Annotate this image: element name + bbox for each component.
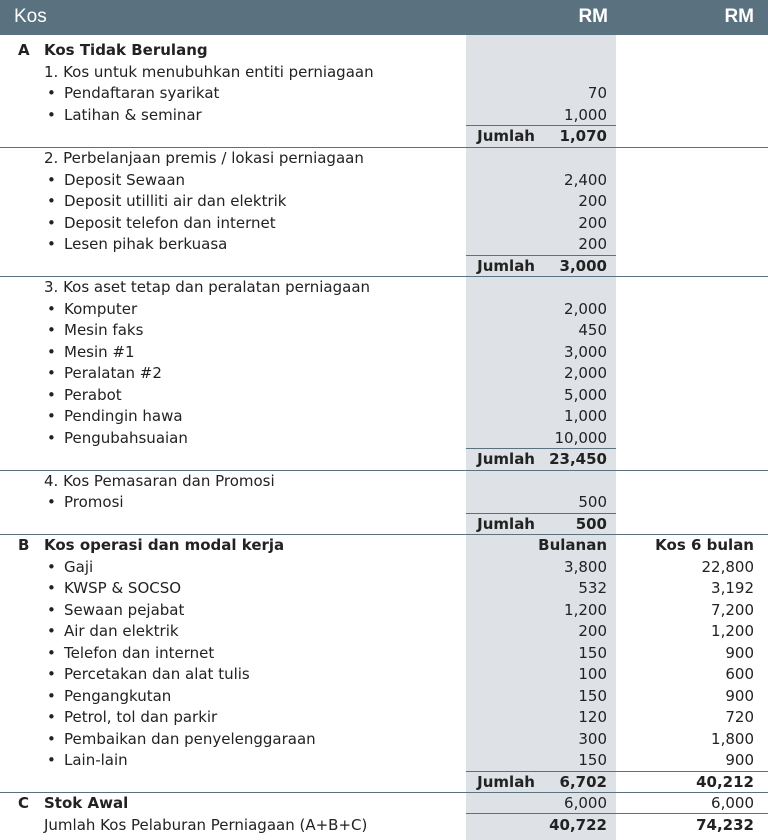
list-item (0, 104, 768, 126)
bullet-icon: • (47, 751, 56, 769)
item-label: Petrol, tol dan parkir (64, 708, 218, 726)
group-title-text: 2. Perbelanjaan premis / lokasi perniagaan (44, 149, 364, 167)
item-six-month: 900 (725, 751, 754, 769)
bullet-icon: • (47, 579, 56, 597)
item-monthly: 100 (578, 665, 607, 683)
list-item (0, 405, 768, 427)
item-label: Deposit Sewaan (64, 170, 186, 189)
grand-total-label: Jumlah Kos Pelaburan Perniagaan (A+B+C) (44, 815, 368, 834)
header-kos: Kos (14, 6, 47, 27)
group-title (0, 470, 768, 492)
item-monthly: 150 (578, 686, 607, 705)
group-title (0, 147, 768, 169)
grand-total-value-1: 40,722 (549, 815, 607, 834)
item-value: 2,400 (564, 170, 607, 189)
item-value: 2,000 (564, 364, 607, 382)
list-item (0, 427, 768, 449)
item-six-month: 1,800 (711, 729, 754, 748)
item-six-month: 720 (725, 708, 754, 726)
bullet-icon: • (47, 385, 56, 404)
section-letter: B (18, 536, 30, 554)
item-six-month: 3,192 (711, 579, 754, 597)
bullet-icon: • (47, 686, 56, 705)
total-value: 1,070 (559, 127, 607, 145)
item-label: Lain-lain (64, 751, 128, 769)
list-item (0, 663, 768, 685)
item-monthly: 120 (578, 708, 607, 726)
jumlah-label: Jumlah (477, 772, 535, 791)
list-item (0, 620, 768, 642)
item-six-month: 1,200 (711, 622, 754, 640)
item-value: 3,000 (564, 342, 607, 361)
item-six-month: 900 (725, 643, 754, 662)
section-letter: C (18, 794, 30, 812)
bullet-icon: • (47, 321, 56, 339)
list-item (0, 749, 768, 771)
item-label: Pendaftaran syarikat (64, 84, 220, 102)
item-monthly: 200 (578, 622, 607, 640)
list-item (0, 362, 768, 384)
jumlah-label: Jumlah (477, 127, 535, 145)
item-label: Pengangkutan (64, 686, 172, 705)
bullet-icon: • (47, 557, 56, 576)
group-title (0, 276, 768, 298)
item-value: 10,000 (554, 428, 607, 447)
list-item (0, 491, 768, 513)
item-monthly: 150 (578, 643, 607, 662)
section-title: Kos operasi dan modal kerja (44, 536, 285, 554)
group-title-text: 3. Kos aset tetap dan peralatan perniagaan (44, 278, 371, 296)
item-six-month: 600 (725, 665, 754, 683)
stok-value-1: 6,000 (564, 794, 607, 812)
header-rm-2: RM (724, 6, 754, 27)
item-label: Lesen pihak berkuasa (64, 235, 228, 253)
bullet-icon: • (47, 213, 56, 232)
list-item (0, 190, 768, 212)
column-header-bulanan: Bulanan (538, 536, 607, 554)
bullet-icon: • (47, 235, 56, 253)
item-label: Peralatan #2 (64, 364, 162, 382)
group-total-row (0, 448, 768, 470)
jumlah-label: Jumlah (477, 514, 535, 533)
item-label: KWSP & SOCSO (64, 579, 182, 597)
section-title: Kos Tidak Berulang (44, 41, 208, 59)
list-item (0, 599, 768, 621)
bullet-icon: • (47, 299, 56, 318)
group-title (0, 61, 768, 83)
bullet-icon: • (47, 84, 56, 102)
item-label: Perabot (64, 385, 122, 404)
item-label: Latihan & seminar (64, 105, 202, 124)
total-monthly: 6,702 (559, 772, 607, 791)
header-rm-1: RM (578, 6, 608, 27)
item-label: Komputer (64, 299, 138, 318)
column-header-kos-6-bulan: Kos 6 bulan (655, 536, 754, 554)
group-total-row (0, 255, 768, 277)
list-item (0, 685, 768, 707)
list-item (0, 384, 768, 406)
section-c-heading (0, 792, 768, 814)
table-header (0, 0, 768, 35)
group-title-text: 4. Kos Pemasaran dan Promosi (44, 471, 275, 490)
bullet-icon: • (47, 708, 56, 726)
item-value: 70 (587, 84, 607, 102)
item-value: 2,000 (564, 299, 607, 318)
item-label: Air dan elektrik (64, 622, 179, 640)
bullet-icon: • (47, 407, 56, 425)
jumlah-label: Jumlah (477, 256, 535, 275)
item-monthly: 300 (578, 729, 607, 748)
list-item (0, 212, 768, 234)
list-item (0, 577, 768, 599)
list-item (0, 319, 768, 341)
item-value: 200 (578, 192, 607, 210)
total-value: 500 (575, 514, 607, 533)
bullet-icon: • (47, 192, 56, 210)
item-six-month: 7,200 (711, 600, 754, 619)
bullet-icon: • (47, 729, 56, 748)
bullet-icon: • (47, 600, 56, 619)
section-title: Stok Awal (44, 794, 129, 812)
grand-total-value-2: 74,232 (696, 815, 754, 834)
item-label: Promosi (64, 493, 124, 511)
section-b-heading (0, 534, 768, 556)
bullet-icon: • (47, 643, 56, 662)
grand-total-row (0, 814, 768, 836)
list-item (0, 341, 768, 363)
bullet-icon: • (47, 428, 56, 447)
bullet-icon: • (47, 105, 56, 124)
total-value: 3,000 (559, 256, 607, 275)
section-letter: A (18, 41, 30, 59)
item-monthly: 532 (578, 579, 607, 597)
bullet-icon: • (47, 665, 56, 683)
list-item (0, 706, 768, 728)
item-value: 200 (578, 235, 607, 253)
item-monthly: 150 (578, 751, 607, 769)
bullet-icon: • (47, 622, 56, 640)
total-six-month: 40,212 (696, 772, 754, 791)
item-label: Gaji (64, 557, 94, 576)
item-six-month: 900 (725, 686, 754, 705)
group-total-row (0, 513, 768, 535)
item-label: Deposit utilliti air dan elektrik (64, 192, 287, 210)
section-a-heading (0, 39, 768, 61)
item-value: 450 (578, 321, 607, 339)
list-item (0, 169, 768, 191)
item-monthly: 3,800 (564, 557, 607, 576)
list-item (0, 82, 768, 104)
group-title-text: 1. Kos untuk menubuhkan entiti perniagaan (44, 62, 374, 81)
item-label: Sewaan pejabat (64, 600, 185, 619)
item-label: Pengubahsuaian (64, 428, 188, 447)
item-six-month: 22,800 (701, 557, 754, 576)
item-label: Percetakan dan alat tulis (64, 665, 250, 683)
item-value: 500 (578, 493, 607, 511)
list-item (0, 556, 768, 578)
bullet-icon: • (47, 364, 56, 382)
list-item (0, 298, 768, 320)
item-label: Pembaikan dan penyelenggaraan (64, 729, 316, 748)
jumlah-label: Jumlah (477, 450, 535, 468)
item-label: Pendingin hawa (64, 407, 183, 425)
item-label: Mesin faks (64, 321, 144, 339)
total-value: 23,450 (549, 450, 607, 468)
bullet-icon: • (47, 342, 56, 361)
bullet-icon: • (47, 493, 56, 511)
bullet-icon: • (47, 170, 56, 189)
group-total-row (0, 125, 768, 147)
list-item (0, 642, 768, 664)
list-item (0, 233, 768, 255)
item-value: 1,000 (564, 105, 607, 124)
item-monthly: 1,200 (564, 600, 607, 619)
section-b-total-row (0, 771, 768, 793)
item-label: Telefon dan internet (64, 643, 215, 662)
item-value: 5,000 (564, 385, 607, 404)
list-item (0, 728, 768, 750)
item-value: 200 (578, 213, 607, 232)
item-label: Deposit telefon dan internet (64, 213, 276, 232)
stok-value-2: 6,000 (711, 794, 754, 812)
item-label: Mesin #1 (64, 342, 135, 361)
item-value: 1,000 (564, 407, 607, 425)
